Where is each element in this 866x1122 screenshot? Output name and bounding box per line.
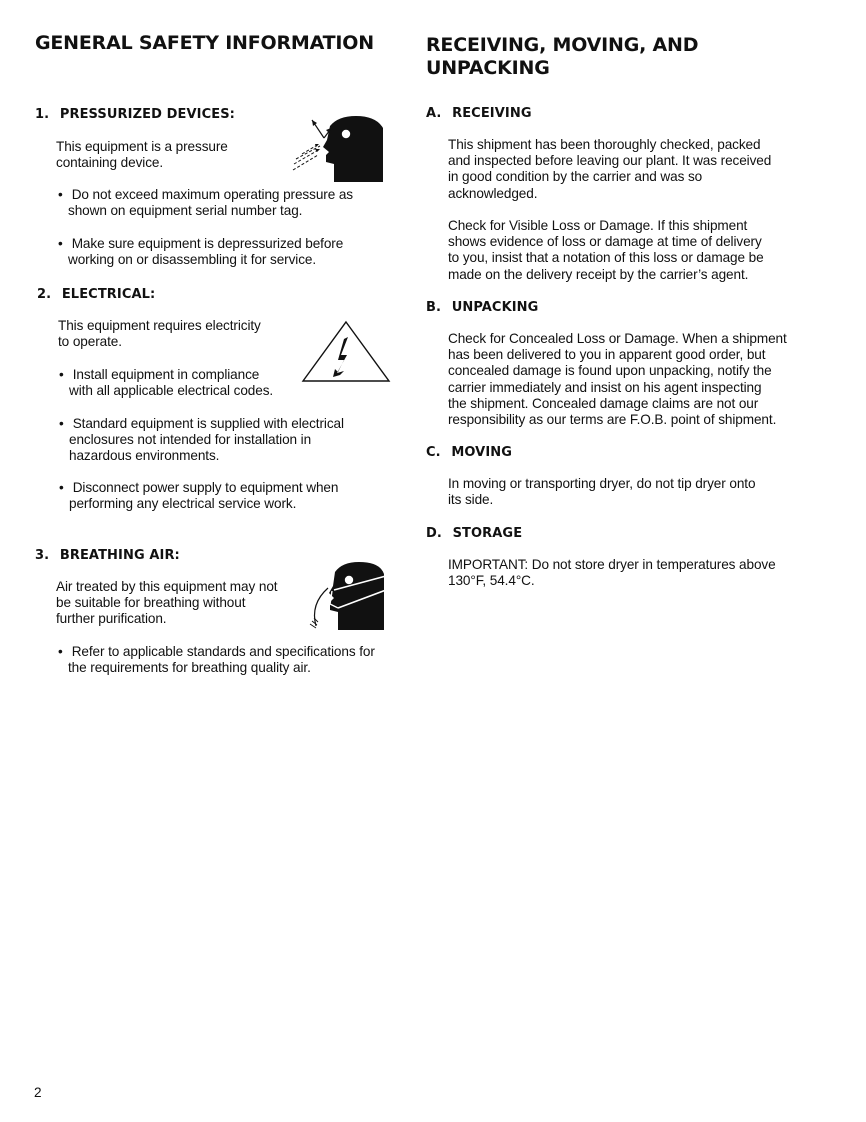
section-title: ELECTRICAL: — [61, 287, 156, 302]
section-number: 2. — [37, 287, 52, 302]
text-line: containing device. — [56, 155, 164, 171]
text-line: in good condition by the carrier and was so — [448, 169, 703, 185]
text-line: Install equipment in compliance — [72, 367, 260, 382]
electrical-hazard-triangle-icon — [300, 319, 392, 383]
text-line: shown on equipment serial number tag. — [68, 203, 303, 219]
text-line: This shipment has been thoroughly checked, packed — [448, 137, 761, 152]
section-1-heading — [35, 107, 235, 122]
text-line: responsibility as our terms are F.O.B. point of shipment. — [448, 412, 777, 428]
pressurized-bullet-1 — [58, 187, 388, 219]
text-line: shows evidence of loss or damage at time of delivery — [448, 234, 762, 250]
section-number: 3. — [35, 548, 50, 563]
section-title: STORAGE — [452, 526, 523, 541]
storage-paragraph — [448, 557, 776, 589]
text-line: made on the delivery receipt by the carrier’s agent. — [448, 266, 749, 282]
section-title: MOVING — [451, 445, 513, 460]
text-line: Standard equipment is supplied with electrical — [72, 416, 344, 431]
breathing-bullet-1 — [58, 644, 408, 676]
pressurized-air-face-icon — [290, 114, 386, 184]
pressurized-bullet-2 — [58, 236, 388, 268]
pressurized-intro — [56, 139, 228, 171]
text-line: its side. — [448, 492, 494, 508]
section-letter: B. — [426, 300, 442, 315]
unpacking-paragraph — [448, 331, 787, 428]
text-line: 130°F, 54.4°C. — [448, 573, 535, 589]
section-number: 1. — [35, 107, 50, 122]
electrical-bullet-1 — [59, 367, 309, 399]
receiving-heading — [426, 106, 532, 121]
electrical-bullet-2 — [59, 416, 389, 465]
text-line: be suitable for breathing without — [56, 595, 246, 611]
receiving-paragraph-1 — [448, 137, 771, 202]
section-letter: C. — [426, 445, 441, 460]
safety-title: GENERAL SAFETY INFORMATION — [35, 32, 374, 54]
text-line: performing any electrical service work. — [69, 496, 297, 512]
text-line: with all applicable electrical codes. — [69, 383, 274, 399]
page-number: 2 — [34, 1085, 42, 1100]
storage-heading — [426, 526, 522, 541]
text-line: acknowledged. — [448, 185, 538, 201]
text-line: Make sure equipment is depressurized before — [71, 236, 344, 251]
text-line: hazardous environments. — [69, 448, 220, 464]
section-letter: D. — [426, 526, 442, 541]
text-line: carrier immediately and insist on his agent inspecting — [448, 379, 762, 395]
text-line: Disconnect power supply to equipment when — [72, 480, 339, 495]
section-3-heading — [35, 548, 180, 563]
text-line: Check for Concealed Loss or Damage. When a shipment — [448, 331, 787, 346]
text-line: the shipment. Concealed damage claims are not our — [448, 395, 759, 411]
section-title: PRESSURIZED DEVICES: — [59, 107, 235, 122]
text-line: Check for Visible Loss or Damage. If this shipment — [448, 218, 748, 233]
text-line: In moving or transporting dryer, do not tip dryer onto — [448, 476, 756, 491]
electrical-intro — [58, 318, 261, 350]
section-title: BREATHING AIR: — [59, 548, 180, 563]
receiving-title — [426, 34, 698, 80]
section-2-heading — [37, 287, 155, 302]
receiving-paragraph-2 — [448, 218, 764, 283]
section-title: RECEIVING — [452, 106, 532, 121]
text-line: IMPORTANT: Do not store dryer in temperatures above — [448, 557, 776, 572]
text-line: concealed damage is found upon unpacking, notify the — [448, 363, 772, 379]
text-line: to operate. — [58, 334, 122, 350]
text-line: This equipment requires electricity — [58, 318, 261, 333]
text-line: Air treated by this equipment may not — [56, 579, 278, 594]
moving-heading — [426, 445, 512, 460]
text-line: This equipment is a pressure — [56, 139, 228, 154]
unpacking-heading — [426, 300, 538, 315]
text-line: enclosures not intended for installation in — [69, 432, 312, 448]
text-line: further purification. — [56, 611, 167, 627]
text-line: to you, insist that a notation of this loss or damage be — [448, 250, 764, 266]
text-line: Do not exceed maximum operating pressure as — [71, 187, 353, 202]
title-line: UNPACKING — [426, 57, 550, 79]
breathing-intro — [56, 579, 277, 628]
breathing-mask-face-icon — [304, 560, 388, 632]
section-letter: A. — [426, 106, 442, 121]
moving-paragraph — [448, 476, 755, 508]
title-line: RECEIVING, MOVING, AND — [426, 34, 699, 56]
text-line: Refer to applicable standards and specifications for — [71, 644, 375, 659]
electrical-bullet-3 — [59, 480, 389, 512]
section-title: UNPACKING — [451, 300, 539, 315]
text-line: working on or disassembling it for service. — [68, 252, 317, 268]
text-line: and inspected before leaving our plant. It was received — [448, 153, 772, 169]
text-line: has been delivered to you in apparent good order, but — [448, 347, 766, 363]
text-line: the requirements for breathing quality air. — [68, 660, 311, 676]
